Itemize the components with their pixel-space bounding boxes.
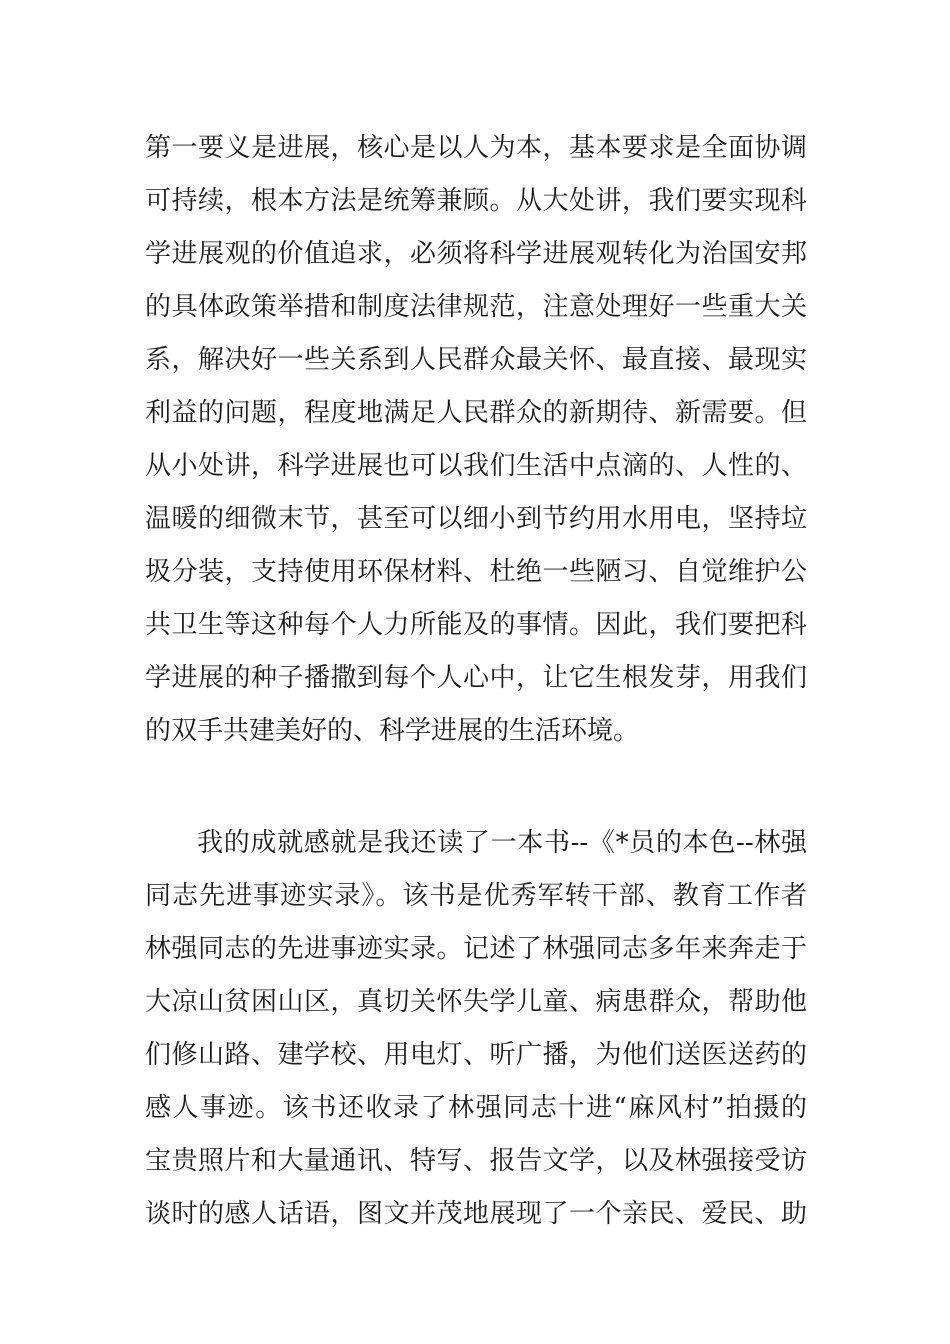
text-line: 学进展观的价值追求，必须将科学进展观转化为治国安邦	[145, 239, 807, 269]
text-line: 我的成就感就是我还读了一本书--《*员的本色--林强	[197, 828, 807, 858]
text-line: 共卫生等这种每个人力所能及的事情。因此，我们要把科	[145, 610, 807, 640]
text-line: 宝贵照片和大量通讯、特写、报告文学，以及林强接受访	[145, 1146, 807, 1176]
text-line: 林强同志的先进事迹实录。记述了林强同志多年来奔走于	[145, 934, 807, 964]
text-line: 同志先进事迹实录》。该书是优秀军转干部、教育工作者	[145, 881, 807, 911]
text-line: 系，解决好一些关系到人民群众最关怀、最直接、最现实	[145, 345, 807, 375]
text-line: 们修山路、建学校、用电灯、听广播，为他们送医送药的	[145, 1040, 807, 1070]
text-line: 温暖的细微末节，甚至可以细小到节约用水用电，坚持垃	[145, 504, 807, 534]
text-line: 从小处讲，科学进展也可以我们生活中点滴的、人性的、	[145, 451, 807, 481]
text-line: 学进展的种子播撒到每个人心中，让它生根发芽，用我们	[145, 663, 807, 693]
text-line: 大凉山贫困山区，真切关怀失学儿童、病患群众，帮助他	[145, 987, 807, 1017]
text-line: 圾分装，支持使用环保材料、杜绝一些陋习、自觉维护公	[145, 557, 807, 587]
text-line: 利益的问题，程度地满足人民群众的新期待、新需要。但	[145, 398, 807, 428]
text-line: 感人事迹。该书还收录了林强同志十进“麻风村”拍摄的	[145, 1093, 807, 1123]
text-line: 谈时的感人话语，图文并茂地展现了一个亲民、爱民、助	[145, 1199, 807, 1229]
text-line: 的双手共建美好的、科学进展的生活环境。	[145, 716, 640, 746]
text-line: 可持续，根本方法是统筹兼顾。从大处讲，我们要实现科	[145, 186, 807, 216]
body-paragraph	[145, 122, 807, 758]
text-line: 的具体政策举措和制度法律规范，注意处理好一些重大关	[145, 292, 807, 322]
body-paragraph	[145, 817, 807, 1241]
text-line: 第一要义是进展，核心是以人为本，基本要求是全面协调	[145, 133, 807, 163]
